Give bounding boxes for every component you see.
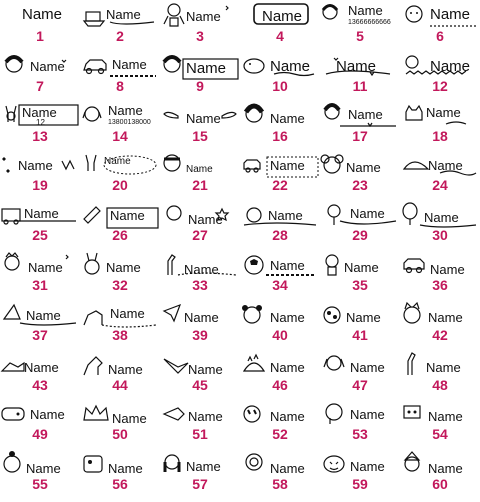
stamp-style-item[interactable] xyxy=(80,349,160,403)
style-number: 25 xyxy=(32,227,48,243)
name-label: Name xyxy=(348,3,383,18)
style-number: 14 xyxy=(112,128,128,144)
name-label: Name xyxy=(108,362,143,377)
stamp-style-item[interactable] xyxy=(0,349,80,403)
style-number: 38 xyxy=(112,327,128,343)
stamp-style-item[interactable] xyxy=(240,149,320,203)
name-label: Name xyxy=(108,461,143,476)
phone-number-label: 13800138000 xyxy=(108,119,151,126)
name-label: Name xyxy=(18,158,53,173)
name-label: Name xyxy=(346,160,381,175)
stamp-style-item[interactable] xyxy=(400,0,480,54)
stamp-style-item[interactable] xyxy=(400,448,480,502)
name-label: Name xyxy=(426,360,461,375)
style-number: 31 xyxy=(32,277,48,293)
name-label: Name xyxy=(186,9,221,24)
stamp-style-item[interactable] xyxy=(160,349,240,403)
style-number: 47 xyxy=(352,377,368,393)
stamp-style-item[interactable] xyxy=(0,149,80,203)
style-number: 24 xyxy=(432,177,448,193)
stamp-style-item[interactable] xyxy=(320,199,400,253)
stamp-style-item[interactable] xyxy=(240,448,320,502)
style-number: 54 xyxy=(432,426,448,442)
stamp-style-item[interactable] xyxy=(80,149,160,203)
name-label: Name xyxy=(184,310,219,325)
style-number: 3 xyxy=(196,28,204,44)
style-number: 2 xyxy=(116,28,124,44)
style-number: 39 xyxy=(192,327,208,343)
name-label: Name xyxy=(24,360,59,375)
name-label: Name xyxy=(268,208,303,223)
name-label: Name xyxy=(270,58,311,75)
style-number: 32 xyxy=(112,277,128,293)
name-label: Name xyxy=(30,59,65,74)
name-label: Name xyxy=(186,164,213,175)
stamp-style-item[interactable] xyxy=(240,50,320,104)
name-label: Name xyxy=(108,103,143,118)
name-label: Name xyxy=(188,212,223,227)
name-label: Name xyxy=(22,6,63,23)
name-label: Name xyxy=(112,57,147,72)
stamp-style-item[interactable] xyxy=(160,199,240,253)
name-label: Name xyxy=(28,260,63,275)
stamp-style-item[interactable] xyxy=(320,50,400,104)
style-number: 46 xyxy=(272,377,288,393)
style-number: 40 xyxy=(272,327,288,343)
stamp-style-item[interactable] xyxy=(80,398,160,452)
name-label: Name xyxy=(350,407,385,422)
style-number: 55 xyxy=(32,476,48,492)
stamp-style-item[interactable] xyxy=(160,50,240,104)
style-number: 30 xyxy=(432,227,448,243)
style-number: 16 xyxy=(272,128,288,144)
style-number: 44 xyxy=(112,377,128,393)
stamp-style-item[interactable] xyxy=(0,299,80,353)
style-number: 35 xyxy=(352,277,368,293)
stamp-style-item[interactable] xyxy=(240,398,320,452)
name-label: Name xyxy=(430,6,471,23)
stamp-style-item[interactable] xyxy=(80,249,160,303)
style-number: 9 xyxy=(196,78,204,94)
stamp-style-item[interactable] xyxy=(80,299,160,353)
style-number: 17 xyxy=(352,128,368,144)
style-number: 48 xyxy=(432,377,448,393)
stamp-style-item[interactable] xyxy=(320,448,400,502)
name-label: Name xyxy=(428,461,463,476)
style-number: 28 xyxy=(272,227,288,243)
stamp-style-item[interactable] xyxy=(0,0,80,54)
style-number: 36 xyxy=(432,277,448,293)
style-number: 59 xyxy=(352,476,368,492)
age-label: 12 xyxy=(36,118,45,127)
stamp-style-item[interactable] xyxy=(400,100,480,154)
stamp-style-item[interactable] xyxy=(80,100,160,154)
name-label: Name xyxy=(350,206,385,221)
name-label: Name xyxy=(424,210,459,225)
stamp-style-item[interactable] xyxy=(320,149,400,203)
stamp-style-item[interactable] xyxy=(320,299,400,353)
stamp-style-item[interactable] xyxy=(400,349,480,403)
stamp-style-item[interactable] xyxy=(0,398,80,452)
stamp-style-item[interactable] xyxy=(240,299,320,353)
name-label: Name xyxy=(106,7,141,22)
name-label: Name xyxy=(104,156,131,167)
stamp-style-item[interactable] xyxy=(400,249,480,303)
name-label: Name xyxy=(184,262,219,277)
name-label: Name xyxy=(186,459,221,474)
stamp-style-item[interactable] xyxy=(0,448,80,502)
stamp-style-item[interactable] xyxy=(400,199,480,253)
stamp-style-item[interactable] xyxy=(400,299,480,353)
style-number: 51 xyxy=(192,426,208,442)
name-label: Name xyxy=(428,409,463,424)
name-label: Name xyxy=(346,310,381,325)
style-number: 58 xyxy=(272,476,288,492)
style-number: 22 xyxy=(272,177,288,193)
name-label: Name xyxy=(426,105,461,120)
stamp-style-item[interactable] xyxy=(80,199,160,253)
stamp-style-item[interactable] xyxy=(80,0,160,54)
style-number: 50 xyxy=(112,426,128,442)
stamp-style-item[interactable] xyxy=(320,0,400,54)
name-label: Name xyxy=(24,206,59,221)
stamp-style-item[interactable] xyxy=(80,50,160,104)
name-label: Name xyxy=(270,111,305,126)
style-number: 18 xyxy=(432,128,448,144)
style-number: 45 xyxy=(192,377,208,393)
stamp-style-item[interactable] xyxy=(400,149,480,203)
style-number: 4 xyxy=(276,28,284,44)
name-label: Name xyxy=(344,260,379,275)
style-number: 20 xyxy=(112,177,128,193)
name-label: Name xyxy=(350,360,385,375)
stamp-style-item[interactable] xyxy=(160,249,240,303)
name-label: Name xyxy=(270,310,305,325)
stamp-style-item[interactable] xyxy=(320,349,400,403)
style-number: 1 xyxy=(36,28,44,44)
phone-number-label: 13666666666 xyxy=(348,19,391,26)
stamp-style-item[interactable] xyxy=(0,249,80,303)
stamp-style-item[interactable] xyxy=(240,349,320,403)
style-number: 41 xyxy=(352,327,368,343)
stamp-style-item[interactable] xyxy=(240,249,320,303)
style-number: 27 xyxy=(192,227,208,243)
name-label: Name xyxy=(270,360,305,375)
style-number: 12 xyxy=(432,78,448,94)
stamp-style-item[interactable] xyxy=(240,0,320,54)
style-number: 60 xyxy=(432,476,448,492)
name-label: Name xyxy=(110,208,145,223)
style-number: 13 xyxy=(32,128,48,144)
style-number: 37 xyxy=(32,327,48,343)
name-label: Name xyxy=(26,308,61,323)
name-label: Name xyxy=(348,107,383,122)
name-label: Name xyxy=(186,111,221,126)
name-label: Name xyxy=(262,8,303,25)
style-number: 57 xyxy=(192,476,208,492)
name-label: Name xyxy=(22,105,57,120)
style-number: 42 xyxy=(432,327,448,343)
stamp-style-item[interactable] xyxy=(160,100,240,154)
name-label: Name xyxy=(186,60,227,77)
stamp-style-item[interactable] xyxy=(160,398,240,452)
name-label: Name xyxy=(336,58,377,75)
style-number: 21 xyxy=(192,177,208,193)
stamp-style-item[interactable] xyxy=(80,448,160,502)
style-number: 6 xyxy=(436,28,444,44)
name-label: Name xyxy=(270,258,305,273)
stamp-style-item[interactable] xyxy=(240,100,320,154)
style-number: 15 xyxy=(192,128,208,144)
style-number: 23 xyxy=(352,177,368,193)
style-number: 33 xyxy=(192,277,208,293)
stamp-style-item[interactable] xyxy=(160,448,240,502)
name-label: Name xyxy=(106,260,141,275)
style-number: 52 xyxy=(272,426,288,442)
style-number: 26 xyxy=(112,227,128,243)
stamp-style-item[interactable] xyxy=(160,299,240,353)
stamp-style-item[interactable] xyxy=(0,199,80,253)
name-label: Name xyxy=(112,411,147,426)
style-number: 11 xyxy=(352,78,368,94)
style-number: 53 xyxy=(352,426,368,442)
style-number: 56 xyxy=(112,476,128,492)
name-label: Name xyxy=(188,362,223,377)
name-label: Name xyxy=(26,461,61,476)
stamp-style-item[interactable] xyxy=(160,0,240,54)
stamp-style-item[interactable] xyxy=(160,149,240,203)
name-label: Name xyxy=(270,158,305,173)
style-number: 34 xyxy=(272,277,288,293)
name-label: Name xyxy=(110,306,145,321)
stamp-style-item[interactable] xyxy=(320,100,400,154)
name-label: Name xyxy=(188,409,223,424)
style-number: 29 xyxy=(352,227,368,243)
name-label: Name xyxy=(350,459,385,474)
stamp-style-item[interactable] xyxy=(0,100,80,154)
style-number: 8 xyxy=(116,78,124,94)
stamp-style-item[interactable] xyxy=(320,398,400,452)
style-number: 5 xyxy=(356,28,364,44)
style-number: 10 xyxy=(272,78,288,94)
name-label: Name xyxy=(430,58,471,75)
stamp-style-item[interactable] xyxy=(320,249,400,303)
name-label: Name xyxy=(270,409,305,424)
style-number: 43 xyxy=(32,377,48,393)
style-number: 19 xyxy=(32,177,48,193)
stamp-style-item[interactable] xyxy=(0,50,80,104)
name-label: Name xyxy=(430,262,465,277)
name-label: Name xyxy=(428,310,463,325)
style-number: 7 xyxy=(36,78,44,94)
name-label: Name xyxy=(30,407,65,422)
name-label: Name xyxy=(270,461,305,476)
style-number: 49 xyxy=(32,426,48,442)
stamp-style-item[interactable] xyxy=(400,50,480,104)
stamp-style-item[interactable] xyxy=(240,199,320,253)
name-label: Name xyxy=(428,158,463,173)
stamp-style-item[interactable] xyxy=(400,398,480,452)
